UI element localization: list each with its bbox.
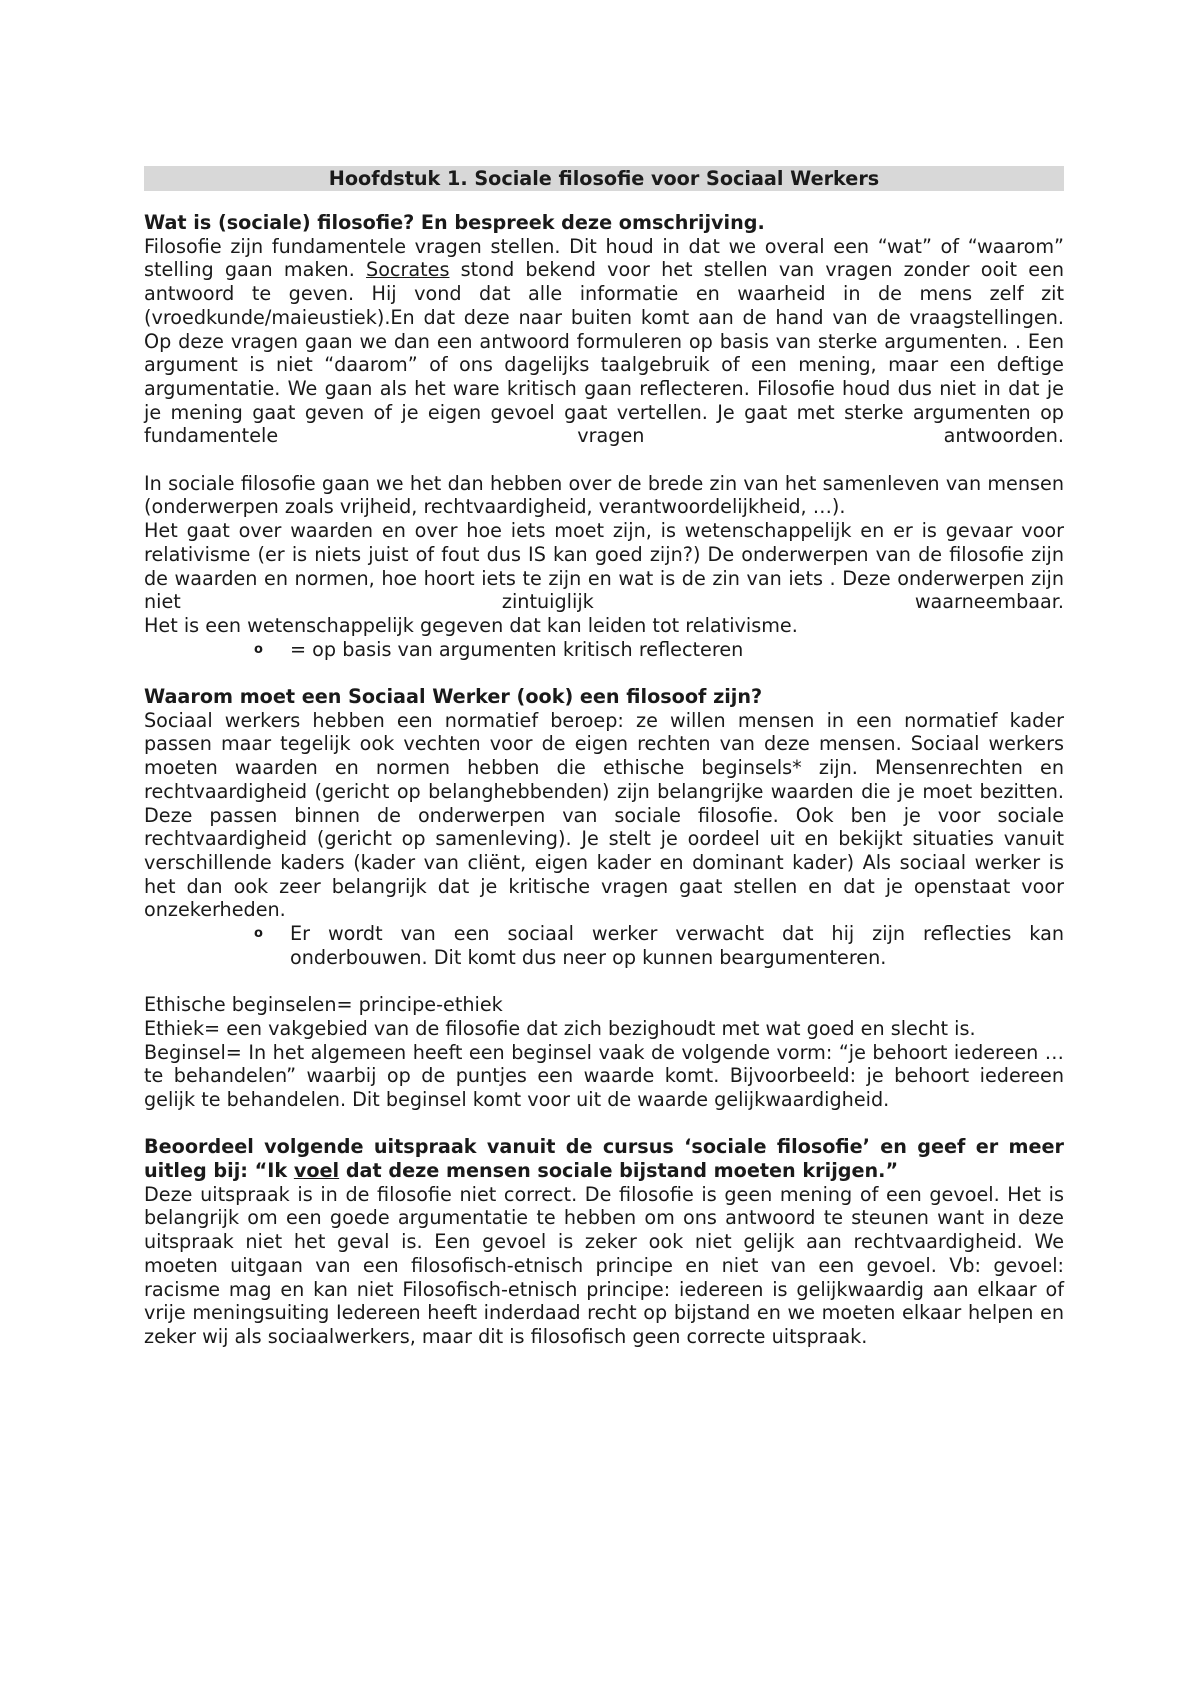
list-item: [144, 638, 1064, 662]
definition-ethics: Ethiek= een vakgebied van de filosofie dat zich bezighoudt met wat goed en slecht is.: [144, 1016, 976, 1040]
paragraph-assessment: Deze uitspraak is in de filosofie niet correct. De filosofie is geen mening of een gevoel. Het is belangrijk om een goede argumentatie te hebben om ons antwoord te steunen want in deze uitspraak niet het geval is. Een gevoel is zeker ook niet gelijk aan rechtvaardigheid. We moeten uitgaan van een filosofisch-etnisch principe en niet van een gevoel. Vb: gevoel: racisme mag en kan niet Filosofisch-etnisch principe: iedereen is gelijkwaardig aan elkaar of vrije meningsuiting Iedereen heeft inderdaad recht op bijstand en we moeten elkaar helpen en zeker wij als sociaalwerkers, maar dit is filosofisch geen correcte uitspraak.: [144, 1182, 1064, 1348]
paragraph-social-philosophy: In sociale filosofie gaan we het dan hebben over de brede zin van het samenleven van mensen (onderwerpen zoals vrijheid, rechtvaardigheid, verantwoordelijkheid, …).: [144, 471, 1064, 519]
definition-principle: Beginsel= In het algemeen heeft een beginsel vaak de volgende vorm: “je behoort iedereen … te behandelen” waarbij op de puntjes een waarde komt. Bijvoorbeeld: je behoort iedereen gelijk te behandelen. Dit beginsel komt voor uit de waarde gelijkwaardigheid.: [144, 1040, 1064, 1111]
question-heading-2: Waarom moet een Sociaal Werker (ook) een filosoof zijn?: [144, 685, 763, 709]
paragraph-text: Filosofie zijn fundamentele vragen stellen. Dit houd in dat we overal een “wat” of “waarom” stelling gaan maken.: [144, 234, 1064, 282]
heading-text: Beoordeel volgende uitspraak vanuit de cursus ‘sociale filosofie’ en geef er meer uitleg bij: “Ik: [144, 1135, 1064, 1183]
paragraph-philosophy-definition: [144, 235, 1064, 448]
bullet-icon: o: [254, 641, 263, 657]
paragraph-social-worker: Sociaal werkers hebben een normatief beroep: ze willen mensen in een normatief kader passen maar tegelijk ook vechten voor de eigen rechten van deze mensen. Sociaal werkers moeten waarden en normen hebben die ethische beginsels* zijn. Mensenrechten en rechtvaardigheid (gericht op belanghebbenden) zijn belangrijke waarden die je moet bezitten. Deze passen binnen de onderwerpen van sociale filosofie. Ook ben je voor sociale rechtvaardigheid (gericht op samenleving). Je stelt je oordeel uit en bekijkt situaties vanuit verschillende kaders (kader van cliënt, eigen kader en dominant kader) Als sociaal werker is het dan ook zeer belangrijk dat je kritische vragen gaat stellen en dat je openstaat voor onzekerheden.: [144, 708, 1064, 922]
list-item-text: = op basis van argumenten kritisch reflecteren: [290, 637, 744, 661]
list-item-text: Er wordt van een sociaal werker verwacht dat hij zijn reflecties kan onderbouwen. Dit komt dus neer op kunnen beargumenteren.: [290, 922, 1064, 969]
document-body: [144, 166, 1064, 1349]
heading-underlined-word: voel: [293, 1159, 340, 1183]
question-heading-1: Wat is (sociale) filosofie? En bespreek deze omschrijving.: [144, 211, 765, 234]
chapter-title: Hoofdstuk 1. Sociale filosofie voor Sociaal Werkers: [144, 166, 1064, 191]
paragraph-relativism: Het is een wetenschappelijk gegeven dat kan leiden tot relativisme.: [144, 613, 798, 637]
paragraph-text: stond bekend voor het stellen van vragen zonder ooit een antwoord te geven. Hij vond dat alle informatie en waarheid in de mens zelf zit (vroedkunde/maieustiek).En dat deze naar buiten komt aan de hand van de vraagstellingen. Op deze vragen gaan we dan een antwoord formuleren op basis van sterke argumenten. . Een argument is niet “daarom” of ons dagelijks taalgebruik of een mening, maar een deftige argumentatie. We gaan als het ware kritisch gaan reflecteren. Filosofie houd dus niet in dat je je mening gaat geven of je eigen gevoel gaat vertellen. Je gaat met sterke argumenten op fundamentele vragen antwoorden.: [144, 258, 1064, 448]
definition-ethical-principles: Ethische beginselen= principe-ethiek: [144, 993, 503, 1017]
list-item: [144, 922, 1064, 969]
socrates-link[interactable]: Socrates: [366, 258, 450, 282]
paragraph-values-norms: Het gaat over waarden en over hoe iets moet zijn, is wetenschappelijk en er is gevaar voor relativisme (er is niets juist of fout dus IS kan goed zijn?) De onderwerpen van de filosofie zijn de waarden en normen, hoe hoort iets te zijn en wat is de zin van iets . Deze onderwerpen zijn niet zintuiglijk waarneembaar.: [144, 519, 1064, 614]
bullet-icon: o: [254, 926, 263, 942]
heading-text: dat deze mensen sociale bijstand moeten krijgen.”: [339, 1159, 899, 1183]
question-heading-3: [144, 1135, 1064, 1182]
